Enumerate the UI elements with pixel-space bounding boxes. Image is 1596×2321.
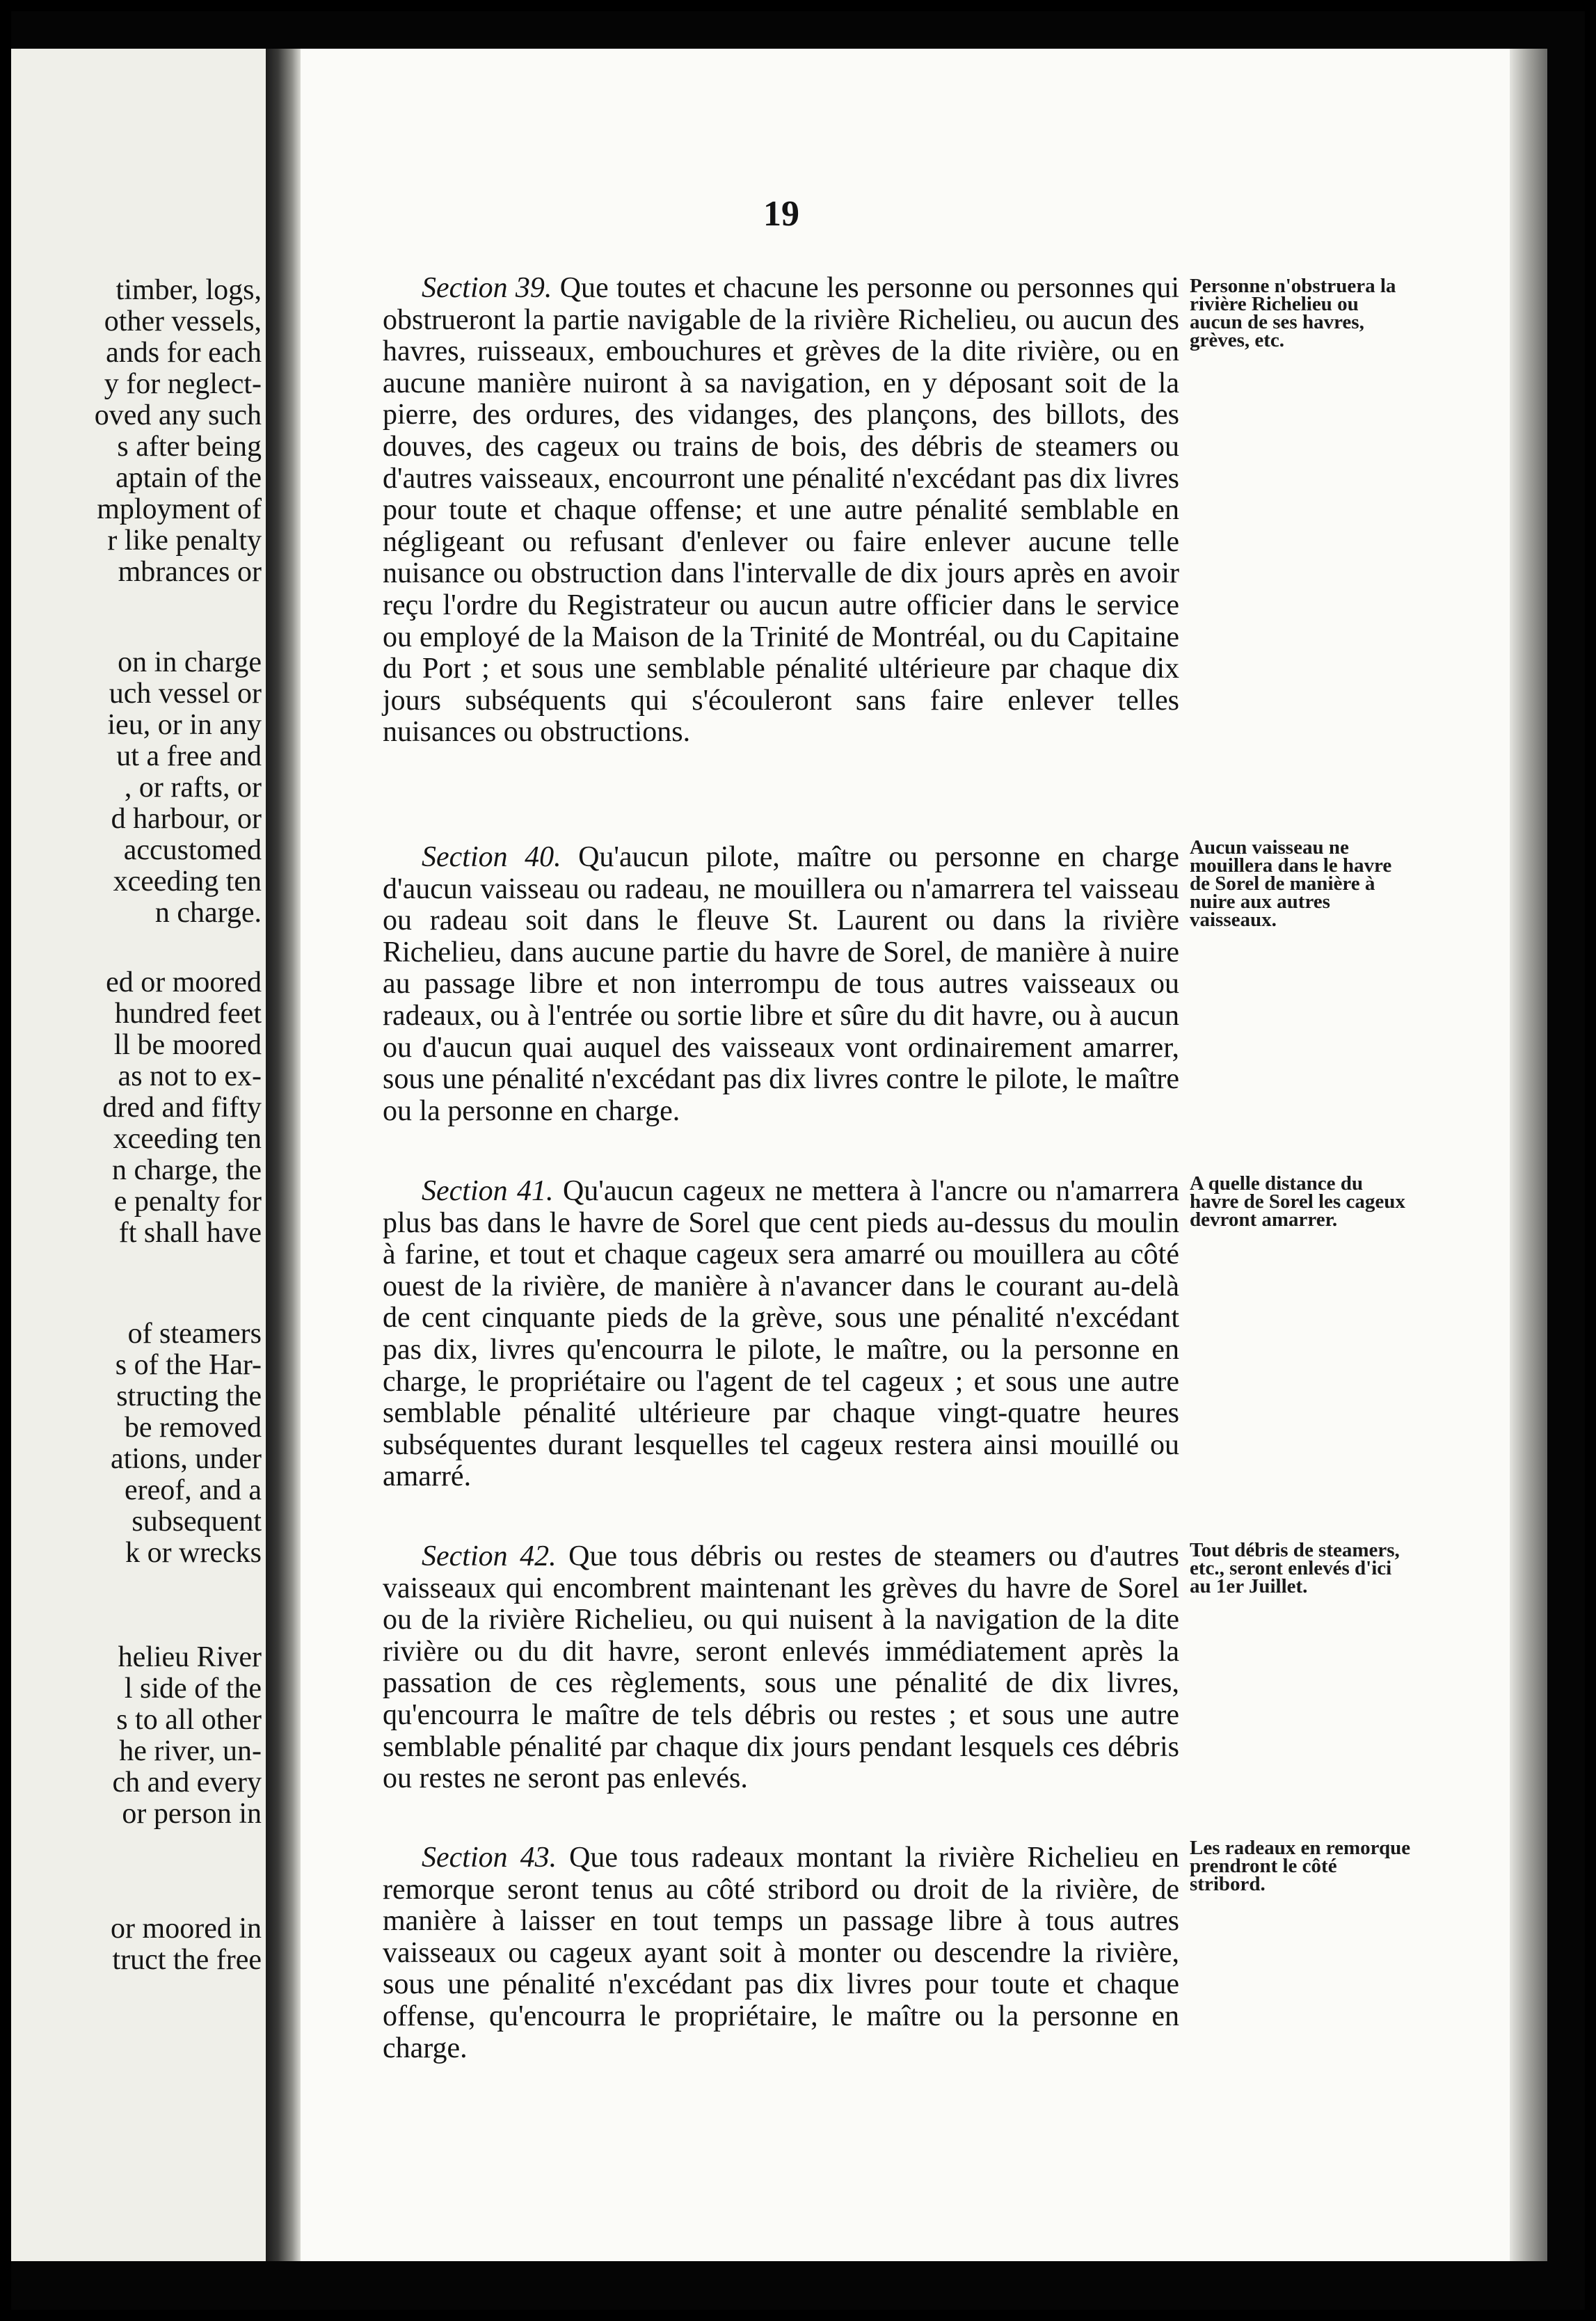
page-number: 19 <box>763 194 799 234</box>
section-text: Que tous débris ou restes de steamers ou d'autres vaisseaux qui encombrent maintenant les grèves du havre de Sorel ou de la rivière Richelieu, ou qui nuisent à la navigation de la dite rivière ou du dit havre, seront enlevés immédiatement après la passation de ces règlements, sous une pénalité de dix livres, qu'encourra le maître de tels débris ou restes ; et sous une autre semblable pénalité par chaque dix jours pendant lesquels ces débris ou restes ne seront pas enlevés. <box>383 1540 1180 1795</box>
section-text: Qu'aucun cageux ne mettera à l'ancre ou n'amarrera plus bas dans le havre de Sorel que cent pieds au-dessus du moulin à farine, et tout et chaque cageux sera amarré ou mouillera au côté ouest de la rivière, de manière à n'avancer dans le courant au-delà de cent cinquante pieds de la grève, sous une pénalité n'excédant pas dix, livres qu'encourra le pilote, le maître, ou la personne en charge, le propriétaire ou l'agent de tel cageux ; et sous une autre semblable pénalité ultérieure par chaque vingt-quatre heures subséquentes durant lesquelles tel cageux restera ainsi mouillé ou amarré. <box>383 1175 1179 1493</box>
section-label: Section 42. <box>422 1540 557 1572</box>
section-40 <box>383 842 1179 1127</box>
margin-note-section-41: A quelle distance du havre de Sorel les cageux devront amarrer. <box>1190 1172 1405 1231</box>
section-label: Section 40. <box>422 841 561 873</box>
margin-note-section-39: Personne n'obstruera la rivière Richelieu ou aucun de ses havres, grèves, etc. <box>1190 275 1396 351</box>
left-facing-page <box>0 49 266 2261</box>
section-label: Section 41. <box>422 1175 554 1207</box>
section-text: Qu'aucun pilote, maître ou personne en charge d'aucun vaisseau ou radeau, ne mouillera ou n'amarrera tel vaisseau ou radeau soit dans le fleuve St. Laurent ou dans la rivière Richelieu, dans aucune partie du havre de Sorel, de manière à nuire au passage libre et non interrompu de tous autres vaisseaux ou radeaux, ou à l'entrée ou sortie libre et sûre du dit havre, ou à aucun ou d'aucun quai auquel des vaisseaux vont ordinairement amarrer, sous une pénalité n'excédant pas dix livres contre le pilote, le maître ou la personne en charge. <box>383 841 1180 1127</box>
margin-note-section-43: Les radeaux en remorque prendront le côté stribord. <box>1190 1837 1411 1895</box>
margin-note-section-42: Tout débris de steamers, etc., seront enlevés d'ici au 1er Juillet. <box>1190 1539 1400 1597</box>
margin-note-section-40: Aucun vaisseau ne mouillera dans le havre de Sorel de manière à nuire aux autres vaisseaux. <box>1190 836 1392 931</box>
section-39 <box>383 273 1179 749</box>
book-gutter <box>266 49 301 2261</box>
section-41 <box>383 1176 1179 1493</box>
left-page-fragment: of steamers s of the Har- structing the be removed ations, under ereof, and a subsequent k or wrecks <box>111 1318 262 1569</box>
left-page-fragment: timber, logs, other vessels, ands for each y for neglect- oved any such s after being aptain of the mployment of r like penalty mbrances or <box>94 274 262 588</box>
left-page-fragment: ed or moored hundred feet ll be moored as not to ex- dred and fifty xceeding ten n charge, the e penalty for ft shall have <box>102 966 262 1249</box>
left-page-fragment: on in charge uch vessel or ieu, or in any ut a free and , or rafts, or d harbour, or accustomed xceeding ten n charge. <box>107 646 262 929</box>
section-label: Section 43. <box>422 1842 557 1874</box>
section-43 <box>383 1842 1179 2064</box>
left-page-fragment: helieu River l side of the s to all other he river, un- ch and every or person in <box>112 1641 262 1830</box>
section-42 <box>383 1541 1179 1795</box>
section-text: Que tous radeaux montant la rivière Richelieu en remorque seront tenus au côté stribord ou droit de la rivière, de manière à laisser en tout temps un passage libre à tous autres vaisseaux ou cageux ayant soit à monter ou descendre la rivière, sous une pénalité n'excédant pas dix livres pour toute et chaque offense, qu'encourra le propriétaire, le maître ou la personne en charge. <box>383 1842 1179 2064</box>
left-page-fragment: or moored in truct the free <box>111 1913 262 1976</box>
page-edge <box>1510 49 1547 2261</box>
section-text: Que toutes et chacune les personne ou personnes qui obstrueront la partie navigable de la rivière Richelieu, ou aucun des havres, ruisseaux, embouchures et grèves de la dite rivière, ou en aucune manière nuiront à sa navigation, en y déposant soit de la pierre, des ordures, des vidanges, des plançons, des billots, des douves, des cageux ou trains de bois, des débris de steamers ou d'autres vaisseaux, encourront une pénalité n'excédant pas dix livres pour toute et chaque offense; et une autre pénalité semblable en négligeant ou refusant d'enlever ou faire enlever aucune telle nuisance ou obstruction dans l'intervalle de dix jours après en avoir reçu l'ordre du Registrateur ou aucun autre officier dans le service ou employé de la Maison de la Trinité de Montréal, ou du Capitaine du Port ; et sous une semblable pénalité ultérieure par chaque dix jours subséquents qui s'écouleront sans faire enlever telles nuisances ou obstructions. <box>383 272 1179 749</box>
section-label: Section 39. <box>422 272 552 304</box>
